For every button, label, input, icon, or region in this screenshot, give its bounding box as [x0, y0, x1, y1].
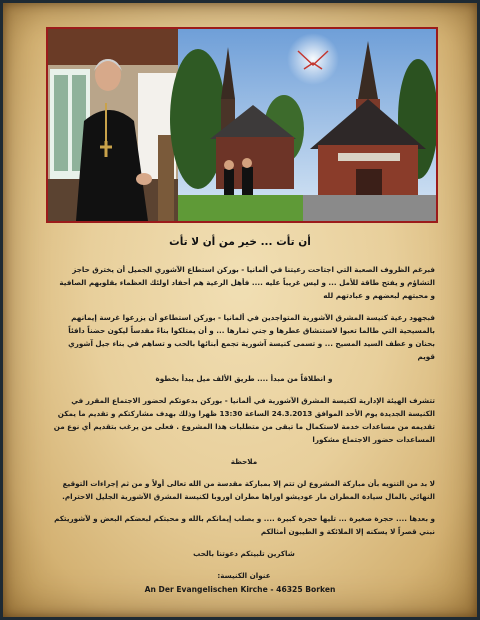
paragraph-proverb: و انطلاقاً من مبدأ .... طريق الألف ميل يبدأ بخطوة: [155, 374, 333, 383]
church-address: An Der Evangelischen Kirche - 46325 Borken: [144, 585, 336, 594]
paragraph-closing: و بعدها .... حجرة صغيرة ... تليها حجرة كبيرة .... و بصلب إيمانكم بالله و محبتكم لبعضكم البعض و لآشوريتكم نبني قصراً لا يسكنه إلا الملائكة و الطيبون أمثالكم: [54, 514, 435, 536]
paragraph-invitation: تتشرف الهيئة الإدارية لكنيسة المشرق الآشورية في ألمانيا - بوركن بدعوتكم لحضور الاجتماع المقرر في الكنيسة الجديدة يوم الأحد الموافق 24.3.2013 الساعة 13:30 ظهرا وذلك بهدف مشاركتكم و تقديم ما يمكن تقديمه من مساعدات خدمة لاستكمال ما تبقى من متطلبات هذا المشروع . فعلى من يرغب بتقديم أي نوع من المساعدات حضور الاجتماع مشكورا: [53, 396, 435, 444]
paragraph-efforts: فبجهود رعية كنيسة المشرق الآشورية المتواجدين في ألمانيا - بوركن استطاعو أن يزرعوا غرسة إيمانهم بالمسيحية التي طالما تعبوا لاستنشاق عطرها و جني ثمارها ... و أن يمتلكوا بناءً مقدساً ليكون حضناً دافئاً بحنان و عطف السيد المسيح ... و تسمى كنيسة آشورية تجمع أبنائها بالحب و تساهم في بناء جيل آشوري قويم: [68, 313, 435, 361]
photo-collage-image: [48, 29, 436, 221]
header-photo-collage: [46, 27, 438, 223]
paragraph-note: لا بد من التنويه بأن مباركة المشروع لن تتم إلا بمباركة مقدسة من الله تعالى أولاً و من ثم إجراءات التوقيع النهائي بالمال سيادة المطران مار عوديشو اوراها مطران اوروبا لكنيسة المشرق الآشورية الجليل الاحترام.: [62, 479, 435, 501]
paragraph-intro: فبرغم الظروف الصعبة التي اجتاحت رعيتنا في ألمانيا - بوركن استطاع الآشوري الجميل أن يخترق حاجز التشاؤم و يفتح طاقة للأمل ... و ليس غريباً عليه .... فأهل الرعية هم أحفاد اولئك العظماء بقلوبهم الصافية و محبتهم لبعضهم و عبادتهم لله: [59, 265, 435, 300]
page-title: أن تأت ... خير من أن لا تأت: [169, 236, 311, 248]
address-label: عنوان الكنيسة:: [217, 571, 271, 580]
paragraph-thanks: شاكرين تلبيتكم دعوتنا بالحب: [193, 549, 295, 558]
announcement-body: [53, 263, 435, 591]
parchment-background: [3, 3, 477, 617]
note-heading: ملاحظة: [230, 457, 258, 466]
